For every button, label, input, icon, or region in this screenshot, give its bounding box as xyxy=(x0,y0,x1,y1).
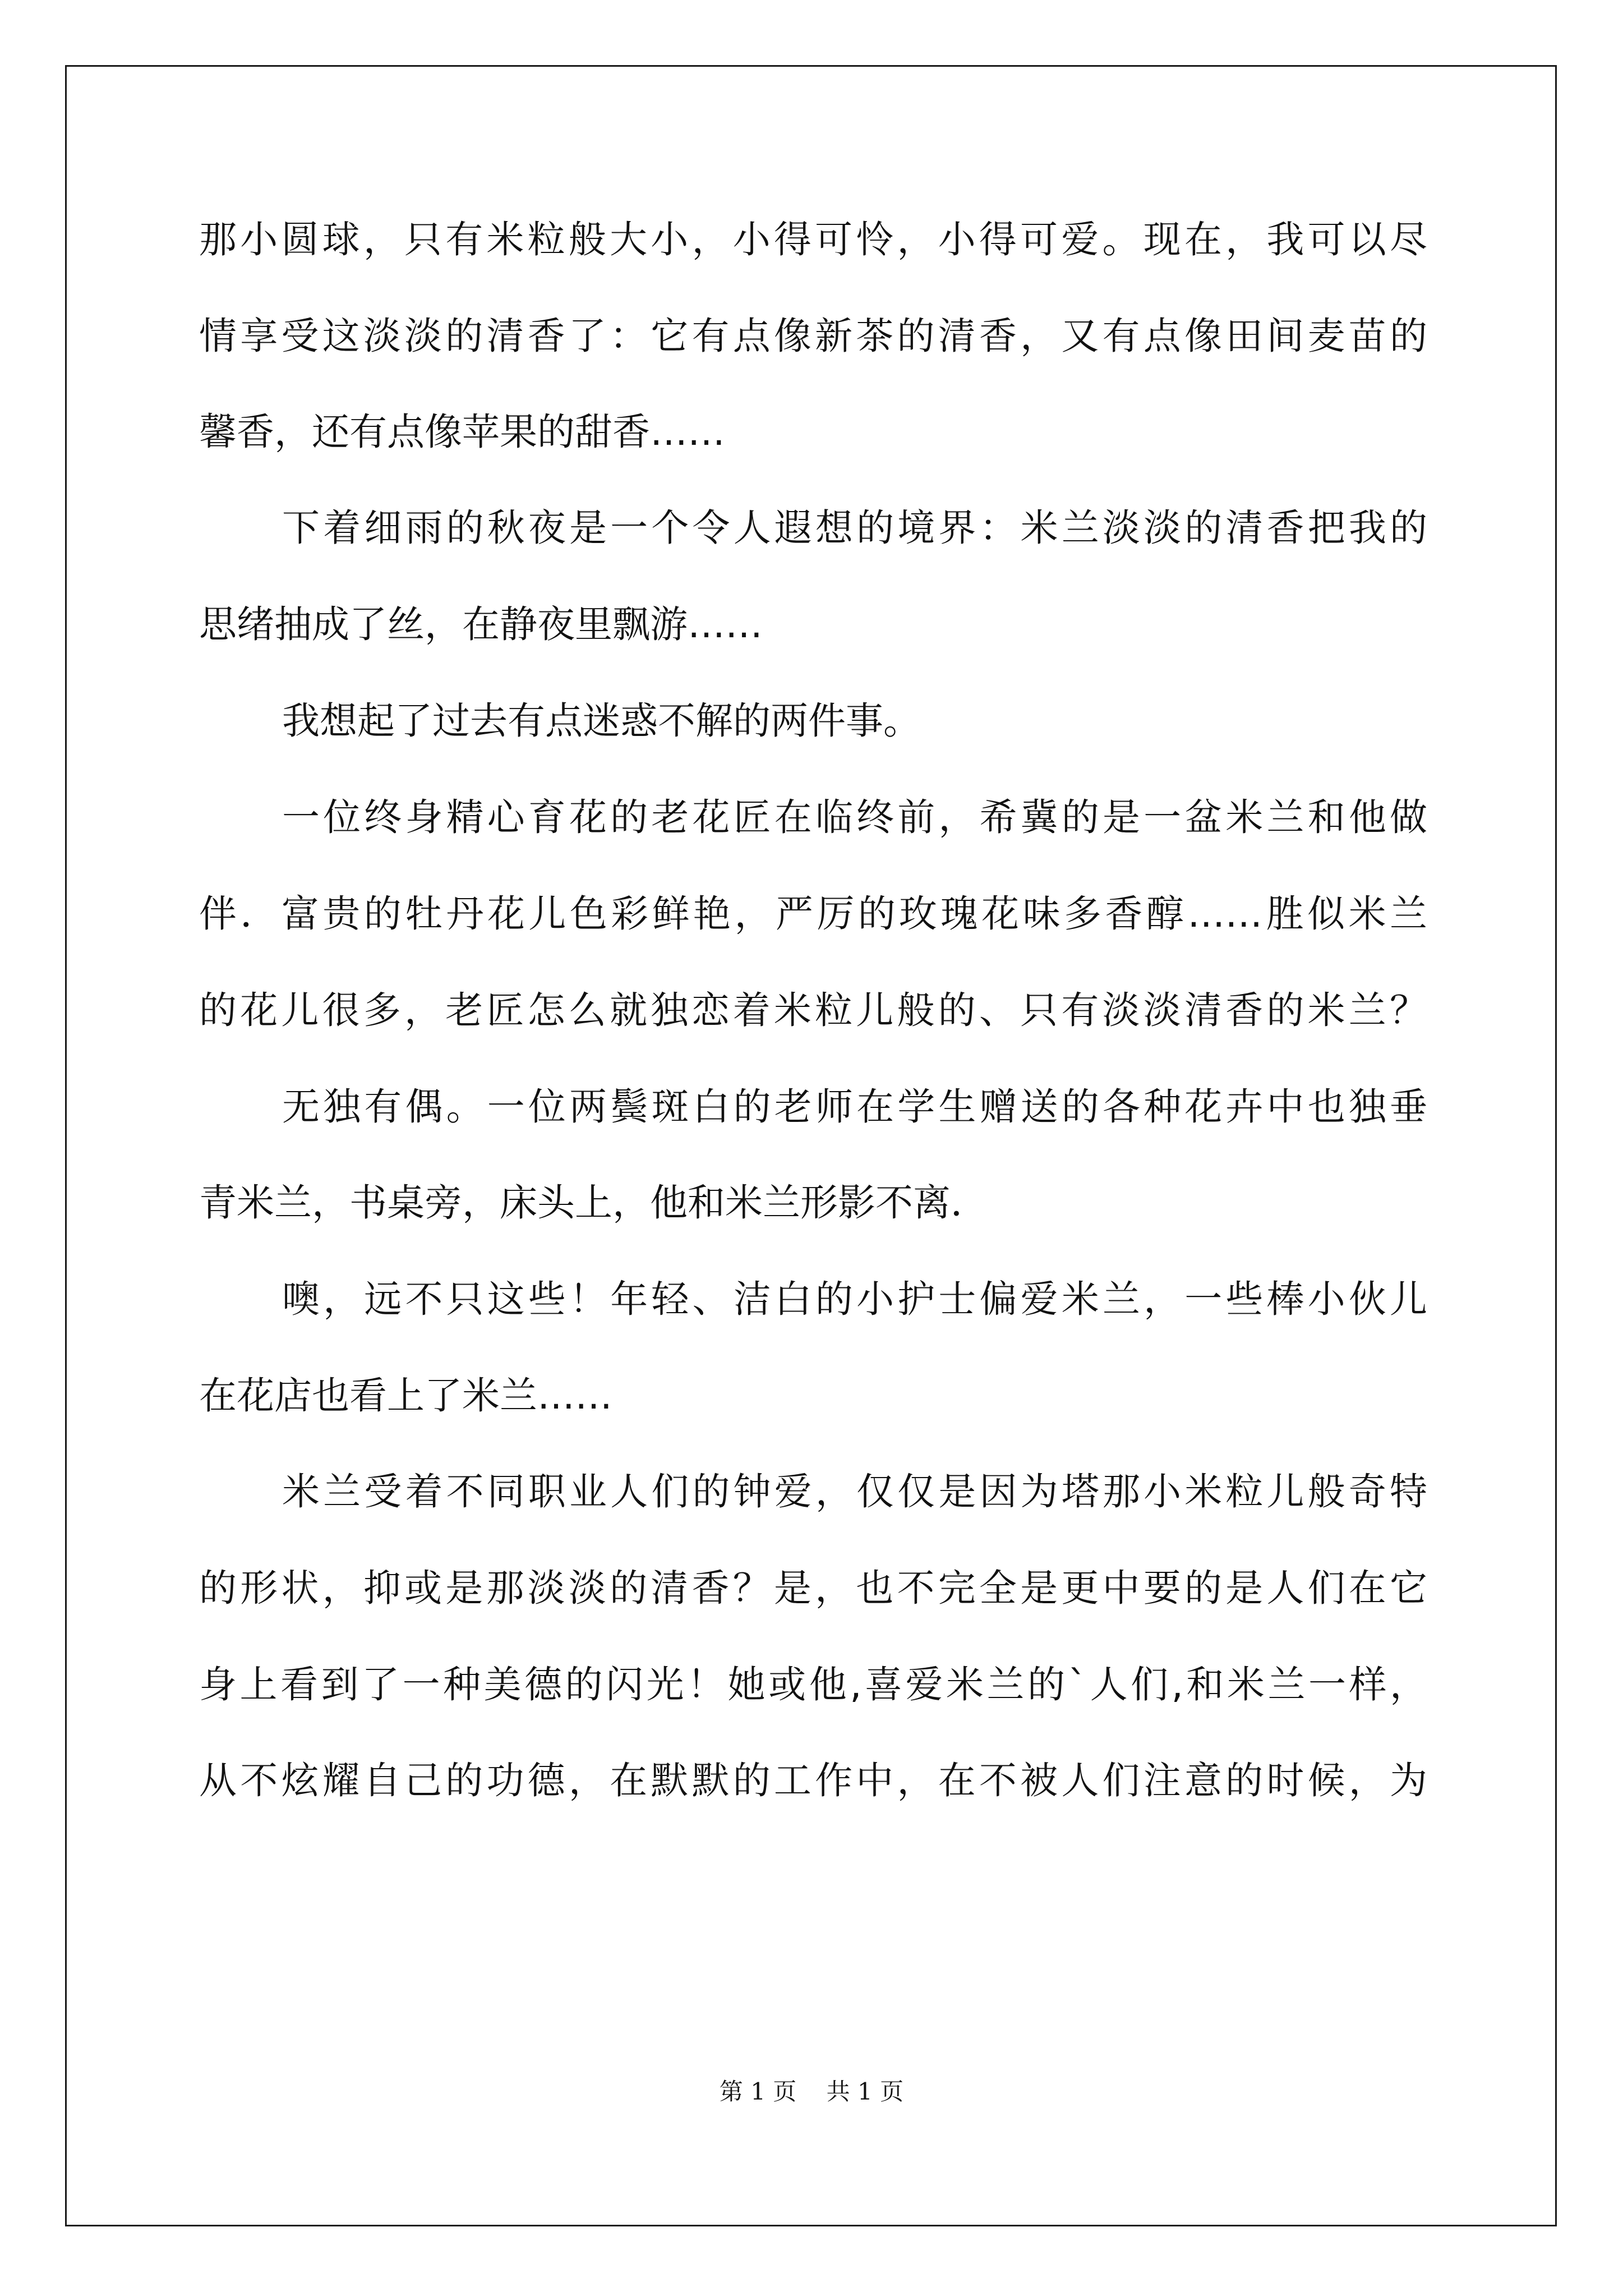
text-line: 馨香，还有点像苹果的甜香…… xyxy=(199,410,725,454)
text-line: 从不炫耀自己的功德，在默默的工作中，在不被人们注意的时候，为 xyxy=(199,1759,1427,1802)
text-line: 情享受这淡淡的清香了：它有点像新茶的清香，又有点像田间麦苗的 xyxy=(199,314,1427,358)
text-line: 的形状，抑或是那淡淡的清香？是，也不完全是更中要的是人们在它 xyxy=(199,1566,1427,1610)
text-line: 的花儿很多，老匠怎么就独恋着米粒儿般的、只有淡淡清香的米兰？ xyxy=(199,988,1427,1032)
page-number: 第 1 页 xyxy=(719,2078,797,2105)
text-line: 我想起了过去有点迷惑不解的两件事。 xyxy=(282,699,921,743)
page-border xyxy=(65,65,1557,2226)
text-line: 身上看到了一种美德的闪光！她或他,喜爱米兰的`人们,和米兰一样， xyxy=(199,1663,1427,1706)
text-line: 那小圆球，只有米粒般大小，小得可怜，小得可爱。现在，我可以尽 xyxy=(199,218,1427,261)
text-line: 伴．富贵的牡丹花儿色彩鲜艳，严厉的玫瑰花味多香醇……胜似米兰 xyxy=(199,892,1427,936)
text-line: 无独有偶。一位两鬓斑白的老师在学生赠送的各种花卉中也独垂 xyxy=(282,1085,1427,1129)
text-line: 青米兰，书桌旁，床头上，他和米兰形影不离． xyxy=(199,1181,988,1225)
page-total: 共 1 页 xyxy=(826,2078,904,2105)
text-line: 下着细雨的秋夜是一个令人遐想的境界：米兰淡淡的清香把我的 xyxy=(282,506,1427,550)
page-footer xyxy=(0,2073,1623,2107)
text-line: 在花店也看上了米兰…… xyxy=(199,1374,612,1418)
text-line: 一位终身精心育花的老花匠在临终前，希冀的是一盆米兰和他做 xyxy=(282,795,1427,839)
text-line: 米兰受着不同职业人们的钟爱，仅仅是因为塔那小米粒儿般奇特 xyxy=(282,1470,1427,1513)
text-line: 思绪抽成了丝，在静夜里飘游…… xyxy=(199,602,763,646)
text-line: 噢，远不只这些！年轻、洁白的小护士偏爱米兰，一些棒小伙儿 xyxy=(282,1277,1427,1321)
